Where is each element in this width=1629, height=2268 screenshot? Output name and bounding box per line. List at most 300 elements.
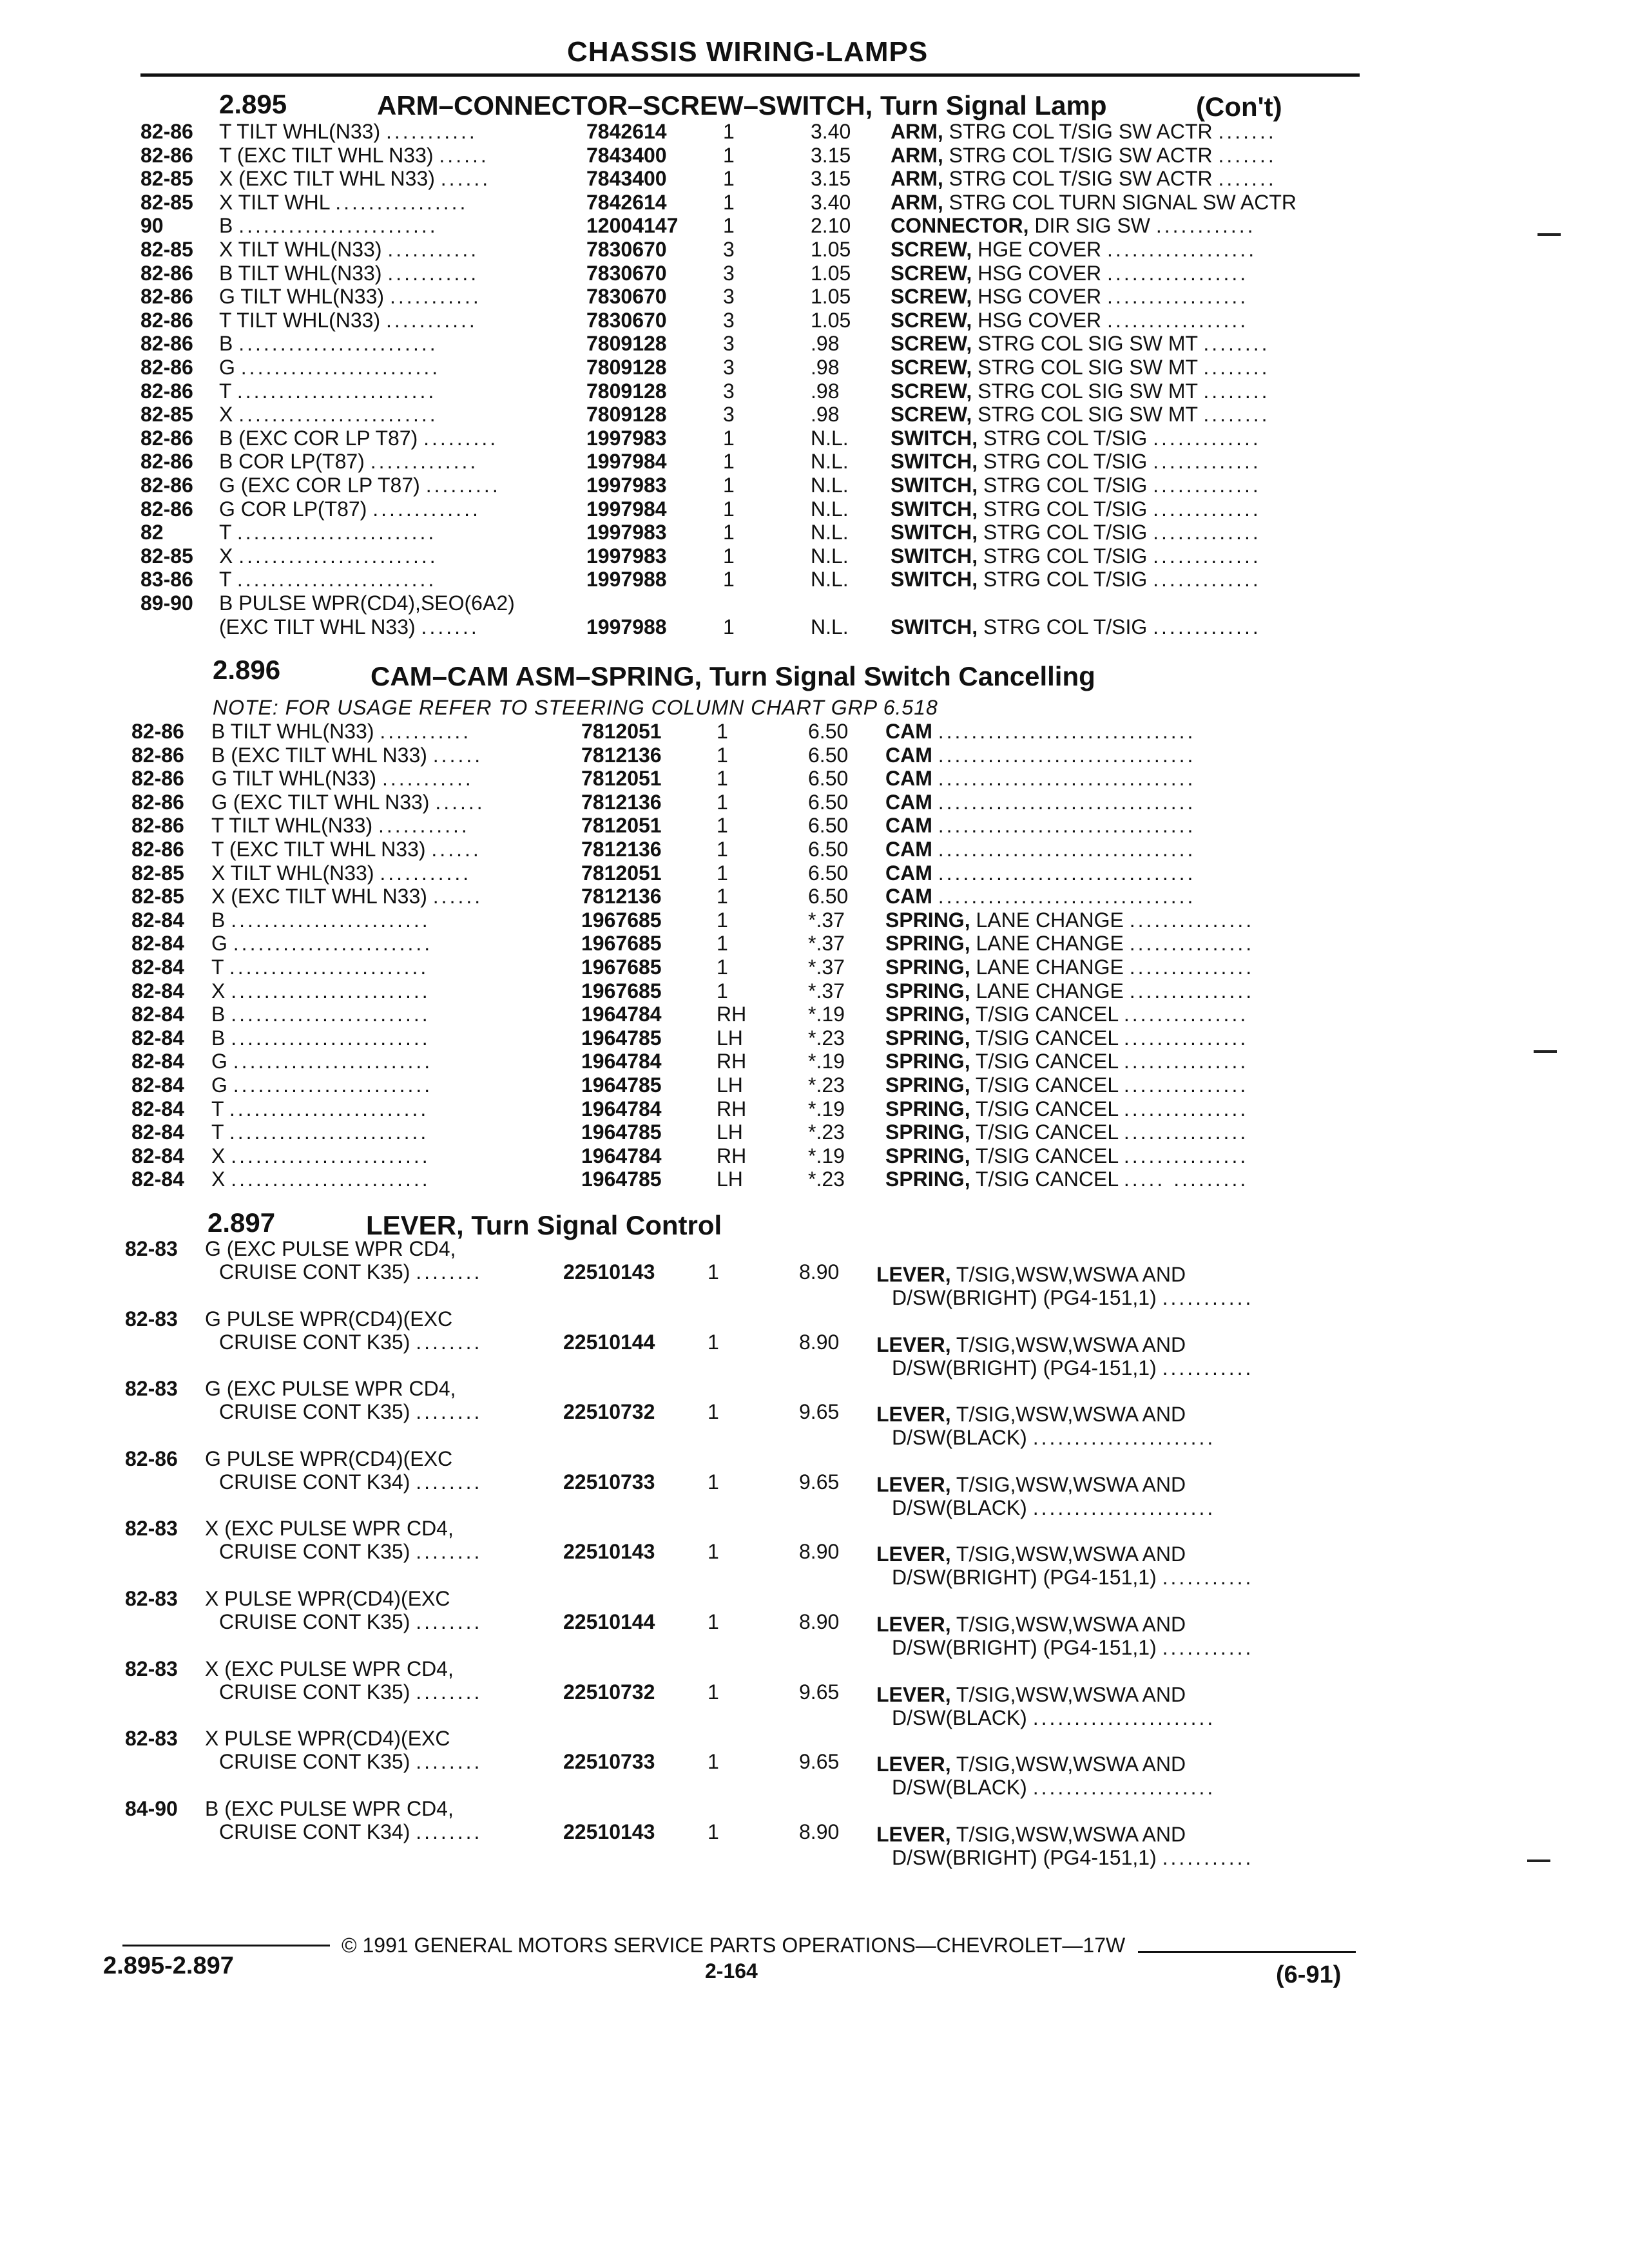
footer-copyright: © 1991 GENERAL MOTORS SERVICE PARTS OPERATIONS—CHEVROLET—17W (342, 1934, 1126, 1957)
usage-text: X TILT WHL(N33) (211, 861, 374, 885)
price: N.L. (811, 450, 849, 474)
description-keyword: SCREW, (891, 403, 972, 427)
usage (219, 332, 438, 355)
quantity: 1 (708, 1610, 719, 1633)
leader-dots: ........................ (238, 332, 438, 356)
usage (219, 403, 438, 426)
description (891, 120, 1277, 143)
usage-text: G (211, 932, 227, 956)
model-years: 82-85 (131, 885, 184, 908)
quantity: 3 (723, 285, 735, 309)
description-text: T/SIG CANCEL (975, 1050, 1118, 1073)
part-number: 22510144 (563, 1330, 655, 1354)
description-text: D/SW(BLACK) (892, 1776, 1027, 1800)
part-number: 1997983 (586, 521, 667, 544)
leader-dots: ........ (1203, 403, 1270, 427)
description (891, 332, 1270, 355)
description (885, 838, 1195, 861)
model-years: 82-86 (140, 261, 193, 285)
part-number: 1967685 (581, 979, 662, 1003)
part-number: 7830670 (586, 238, 667, 261)
section-number: 2.895 (219, 89, 287, 119)
usage (211, 885, 483, 908)
description-line-1 (876, 1333, 1186, 1356)
leader-dots: ........ (1203, 379, 1270, 403)
leader-dots: ........................ (240, 356, 441, 379)
leader-dots: ............. (370, 450, 479, 474)
model-years: 82-86 (140, 474, 193, 497)
description (891, 309, 1248, 332)
description-keyword: CAM (885, 885, 932, 908)
price: .98 (811, 379, 840, 403)
model-years: 82-86 (140, 332, 193, 356)
leader-dots: ........... (387, 238, 479, 261)
usage (219, 214, 438, 237)
part-number: 1964784 (581, 1050, 662, 1073)
description-text: D/SW(BRIGHT) (PG4-151,1) (892, 1636, 1157, 1659)
usage (211, 1003, 430, 1026)
price: 9.65 (799, 1470, 840, 1494)
table-row (0, 1400, 1629, 1427)
leader-dots: ........................ (231, 1003, 430, 1026)
description-text: T/SIG CANCEL (975, 1026, 1118, 1050)
leader-dots: ..... ......... (1123, 1168, 1249, 1191)
price: *.19 (808, 1050, 845, 1073)
table-row (0, 1470, 1629, 1494)
usage-line-2 (219, 1260, 482, 1283)
table-row (0, 450, 1629, 473)
leader-dots: ............................... (938, 720, 1196, 743)
usage (211, 1097, 429, 1120)
usage-text: CRUISE CONT K35) (219, 1400, 410, 1424)
table-row (0, 1587, 1629, 1610)
description-keyword: CAM (885, 790, 932, 814)
model-years: 82-83 (125, 1587, 178, 1610)
usage-text: T (211, 1120, 224, 1144)
model-years: 82-84 (131, 1097, 184, 1120)
description-text: HSG COVER (978, 261, 1102, 285)
usage-text: X TILT WHL (219, 190, 330, 214)
usage-text: G COR LP(T87) (219, 497, 367, 521)
description-text: STRG COL TURN SIGNAL SW ACTR (949, 190, 1296, 214)
quantity: 3 (723, 356, 735, 379)
quantity: 3 (723, 261, 735, 285)
table-row (0, 908, 1629, 932)
usage-text: CRUISE CONT K35) (219, 1680, 410, 1704)
part-number: 1997984 (586, 450, 667, 474)
table-row (0, 1073, 1629, 1097)
section-continued: (Con't) (1196, 91, 1282, 122)
description-line-1 (876, 1403, 1186, 1426)
usage-line-1: B (EXC PULSE WPR CD4, (205, 1796, 454, 1820)
leader-dots: ........................ (236, 521, 437, 544)
table-row (0, 380, 1629, 403)
leader-dots: ............. (372, 497, 481, 521)
leader-dots: ........................ (229, 1097, 429, 1120)
leader-dots: ............. (1153, 450, 1261, 474)
part-number: 7812136 (581, 885, 662, 908)
description (885, 908, 1254, 932)
quantity: 1 (723, 544, 735, 568)
usage-text: B (211, 1003, 226, 1026)
description-keyword: SCREW, (891, 285, 972, 309)
description-keyword: ARM, (891, 120, 943, 143)
table-row (0, 861, 1629, 885)
usage-text: T TILT WHL(N33) (219, 120, 381, 143)
leader-dots: ........... (1162, 1286, 1254, 1309)
price: *.19 (808, 1003, 845, 1026)
description-text: D/SW(BRIGHT) (PG4-151,1) (892, 1356, 1157, 1379)
table-row (0, 1168, 1629, 1191)
usage (219, 380, 436, 403)
description-text: STRG COL SIG SW MT (978, 403, 1198, 427)
description-line-2 (892, 1496, 1215, 1519)
quantity: 1 (723, 474, 735, 497)
table-row (0, 262, 1629, 285)
usage-line-1: X PULSE WPR(CD4)(EXC (205, 1587, 450, 1610)
price: N.L. (811, 568, 849, 591)
part-number: 1997988 (586, 568, 667, 591)
description-text: STRG COL T/SIG (983, 615, 1148, 639)
description-keyword: SCREW, (891, 379, 972, 403)
model-years: 82 (140, 521, 164, 544)
leader-dots: ............. (1153, 497, 1261, 521)
price: .98 (811, 332, 840, 356)
usage-text: G (211, 1073, 227, 1097)
leader-dots: ....... (1218, 120, 1277, 143)
description (885, 885, 1195, 908)
table-row (0, 979, 1629, 1003)
leader-dots: ........ (416, 1330, 483, 1354)
model-years: 82-85 (140, 544, 193, 568)
part-number: 22510143 (563, 1540, 655, 1564)
description-text: DIR SIG SW (1034, 214, 1150, 238)
part-number: 1964785 (581, 1120, 662, 1144)
usage-text: G (EXC COR LP T87) (219, 474, 420, 497)
usage-text: G (211, 1050, 227, 1073)
description-text: STRG COL T/SIG (983, 521, 1148, 544)
description (885, 720, 1195, 743)
description-line-2 (892, 1566, 1253, 1589)
usage-text: B TILT WHL(N33) (211, 720, 374, 743)
price: 8.90 (799, 1330, 840, 1354)
table-row (0, 309, 1629, 332)
leader-dots: ........................ (238, 403, 438, 427)
description (885, 1144, 1248, 1168)
usage (211, 1168, 430, 1191)
leader-dots: ............... (1123, 1120, 1249, 1144)
quantity: RH (717, 1097, 747, 1120)
model-years: 82-84 (131, 908, 184, 932)
description-keyword: SPRING, (885, 1073, 970, 1097)
leader-dots: ............. (1153, 615, 1261, 639)
quantity: 1 (717, 838, 728, 861)
price: N.L. (811, 521, 849, 544)
description-line-1 (876, 1823, 1186, 1846)
leader-dots: ................. (1107, 261, 1249, 285)
table-row (0, 720, 1629, 743)
model-years: 82-84 (131, 1168, 184, 1191)
description-text: D/SW(BLACK) (892, 1426, 1027, 1450)
footer-rule-left (122, 1945, 330, 1946)
table-row (0, 591, 1629, 615)
quantity: 1 (723, 426, 735, 450)
leader-dots: ............. (1153, 521, 1261, 544)
description-keyword: SPRING, (885, 1168, 970, 1191)
quantity: LH (717, 1073, 743, 1097)
part-number: 7812136 (581, 838, 662, 861)
usage-text: B (211, 908, 226, 932)
table-row (0, 1003, 1629, 1026)
description (885, 1003, 1248, 1026)
model-years: 82-84 (131, 1144, 184, 1168)
price: 9.65 (799, 1750, 840, 1774)
description-keyword: LEVER, (876, 1753, 951, 1776)
price: *.37 (808, 908, 845, 932)
quantity: 1 (717, 790, 728, 814)
usage-text: CRUISE CONT K35) (219, 1610, 410, 1633)
price: 6.50 (808, 814, 849, 838)
description-keyword: SCREW, (891, 261, 972, 285)
model-years: 82-84 (131, 979, 184, 1003)
leader-dots: ............... (1123, 1026, 1249, 1050)
model-years: 82-86 (131, 790, 184, 814)
usage-text: B (219, 214, 233, 238)
section-number: 2.897 (207, 1207, 276, 1238)
leader-dots: ....... (1218, 167, 1277, 191)
usage-text: X (EXC TILT WHL N33) (211, 885, 427, 908)
leader-dots: ........................ (231, 1144, 430, 1168)
description-keyword: CAM (885, 720, 932, 743)
leader-dots: ........ (416, 1820, 483, 1843)
leader-dots: ............... (1123, 1050, 1249, 1073)
price: *.37 (808, 956, 845, 979)
description (891, 380, 1270, 403)
quantity: 1 (723, 214, 735, 238)
quantity: 1 (723, 450, 735, 474)
quantity: 1 (708, 1400, 719, 1424)
usage-line-2 (219, 1610, 482, 1633)
price: 3.15 (811, 143, 851, 167)
description-keyword: LEVER, (876, 1263, 951, 1286)
model-years: 90 (140, 214, 164, 238)
quantity: 3 (723, 332, 735, 356)
leader-dots: ........ (416, 1400, 483, 1424)
table-row (0, 1566, 1629, 1589)
part-number: 7842614 (586, 120, 667, 143)
description-keyword: SWITCH, (891, 615, 978, 639)
usage-line-2 (219, 1680, 482, 1704)
margin-tick (1537, 233, 1561, 236)
description-text: STRG COL T/SIG (983, 568, 1148, 591)
usage-text: X (211, 979, 226, 1003)
description-text: D/SW(BLACK) (892, 1495, 1027, 1519)
usage-text: X (211, 1168, 226, 1191)
usage-text: B TILT WHL(N33) (219, 261, 382, 285)
model-years: 82-86 (140, 379, 193, 403)
part-number: 1964784 (581, 1144, 662, 1168)
description-text: D/SW(BLACK) (892, 1706, 1027, 1729)
price: 8.90 (799, 1820, 840, 1843)
model-years: 82-86 (131, 767, 184, 791)
leader-dots: ............... (1123, 1003, 1249, 1026)
part-number: 1967685 (581, 932, 662, 956)
leader-dots: ........... (389, 285, 481, 309)
usage-text: X (211, 1144, 226, 1168)
description-keyword: CAM (885, 861, 932, 885)
part-number: 7812051 (581, 814, 662, 838)
description (891, 615, 1261, 639)
part-number: 7812136 (581, 743, 662, 767)
model-years: 82-86 (140, 450, 193, 474)
description-line-1 (876, 1613, 1186, 1636)
model-years: 82-86 (140, 143, 193, 167)
price: 6.50 (808, 861, 849, 885)
leader-dots: ...... (435, 790, 485, 814)
leader-dots: ............. (1153, 544, 1261, 568)
leader-dots: ............................... (938, 743, 1196, 767)
part-number: 1967685 (581, 956, 662, 979)
usage (219, 615, 479, 639)
table-row (0, 1540, 1629, 1566)
table-row (0, 1517, 1629, 1540)
usage-text: T (219, 521, 231, 544)
leader-dots: ............... (1123, 1073, 1249, 1097)
leader-dots: ............... (1129, 979, 1255, 1003)
description-text: HGE COVER (978, 238, 1102, 261)
part-number: 1997983 (586, 544, 667, 568)
margin-tick (1527, 1860, 1550, 1862)
description (885, 956, 1254, 979)
description-text: T/SIG,WSW,WSWA AND (956, 1472, 1186, 1496)
description (885, 814, 1195, 837)
leader-dots: ........... (380, 861, 472, 885)
part-number: 7843400 (586, 143, 667, 167)
description-keyword: SPRING, (885, 932, 970, 956)
description (891, 144, 1277, 167)
margin-tick (1534, 1050, 1557, 1053)
table-row (0, 144, 1629, 167)
usage-text: X (219, 544, 233, 568)
footer-page-number: 2-164 (705, 1959, 758, 1983)
leader-dots: ............... (1123, 1144, 1249, 1168)
description-keyword: SPRING, (885, 1144, 970, 1168)
quantity: 1 (717, 814, 728, 838)
description-text: T/SIG CANCEL (975, 1168, 1118, 1191)
quantity: 3 (723, 238, 735, 261)
price: *.37 (808, 932, 845, 956)
usage (219, 356, 440, 379)
usage-text: X (219, 403, 233, 427)
description-text: T/SIG,WSW,WSWA AND (956, 1263, 1186, 1286)
description (885, 1097, 1248, 1120)
quantity: 1 (708, 1470, 719, 1494)
usage (211, 861, 471, 885)
table-row (0, 285, 1629, 308)
model-years: 82-86 (131, 743, 184, 767)
price: N.L. (811, 497, 849, 521)
description-keyword: SPRING, (885, 1097, 970, 1120)
quantity: 1 (708, 1540, 719, 1564)
leader-dots: ............. (1153, 426, 1261, 450)
description (891, 214, 1256, 237)
leader-dots: ............... (1129, 956, 1255, 979)
description-line-1 (876, 1473, 1186, 1496)
leader-dots: ........ (1203, 332, 1270, 356)
description (891, 167, 1277, 190)
description (891, 262, 1248, 285)
model-years: 82-85 (140, 403, 193, 427)
part-number: 1997988 (586, 615, 667, 639)
leader-dots: ...................... (1032, 1426, 1216, 1450)
section-title: CAM–CAM ASM–SPRING, Turn Signal Switch Cancelling (371, 661, 1095, 691)
price: 8.90 (799, 1540, 840, 1564)
usage-text: B (219, 332, 233, 356)
part-number: 1964785 (581, 1168, 662, 1191)
table-row (0, 1797, 1629, 1820)
description (891, 427, 1261, 450)
part-number: 7842614 (586, 190, 667, 214)
part-number: 1967685 (581, 908, 662, 932)
description-keyword: ARM, (891, 190, 943, 214)
description (891, 544, 1261, 568)
usage-text: CRUISE CONT K35) (219, 1330, 410, 1354)
usage-line-1: X PULSE WPR(CD4)(EXC (205, 1727, 450, 1751)
table-row (0, 838, 1629, 861)
usage (219, 167, 490, 190)
quantity: RH (717, 1003, 747, 1026)
description-line-1 (876, 1683, 1186, 1706)
part-number: 7809128 (586, 403, 667, 427)
table-row (0, 1026, 1629, 1050)
leader-dots: ........... (386, 308, 477, 332)
usage (211, 767, 474, 790)
table-row (0, 568, 1629, 591)
leader-dots: ........................ (238, 214, 438, 238)
description-text: T/SIG CANCEL (975, 1003, 1118, 1026)
description (891, 238, 1257, 261)
description-keyword: LEVER, (876, 1682, 951, 1706)
usage-text: B (EXC COR LP T87) (219, 426, 418, 450)
table-row (0, 1097, 1629, 1120)
model-years: 82-86 (131, 720, 184, 743)
leader-dots: ............................... (938, 838, 1196, 861)
description (885, 861, 1195, 885)
leader-dots: ......... (423, 426, 499, 450)
description-keyword: SPRING, (885, 1050, 970, 1073)
quantity: 1 (717, 743, 728, 767)
model-years: 82-83 (125, 1377, 178, 1401)
quantity: 1 (717, 932, 728, 956)
table-row (0, 885, 1629, 908)
description-text: T/SIG,WSW,WSWA AND (956, 1332, 1186, 1356)
model-years: 82-85 (140, 167, 193, 191)
table-row (0, 767, 1629, 790)
leader-dots: ........ (416, 1750, 483, 1774)
description-keyword: LEVER, (876, 1822, 951, 1846)
quantity: 1 (723, 190, 735, 214)
price: 3.40 (811, 190, 851, 214)
usage (211, 979, 430, 1003)
description-keyword: SCREW, (891, 356, 972, 379)
description (885, 744, 1195, 767)
leader-dots: ............................... (938, 814, 1196, 838)
description-text: STRG COL SIG SW MT (978, 332, 1198, 356)
description-text: T/SIG,WSW,WSWA AND (956, 1542, 1186, 1566)
leader-dots: ...... (432, 885, 483, 908)
leader-dots: ........ (416, 1470, 483, 1494)
table-row (0, 427, 1629, 450)
